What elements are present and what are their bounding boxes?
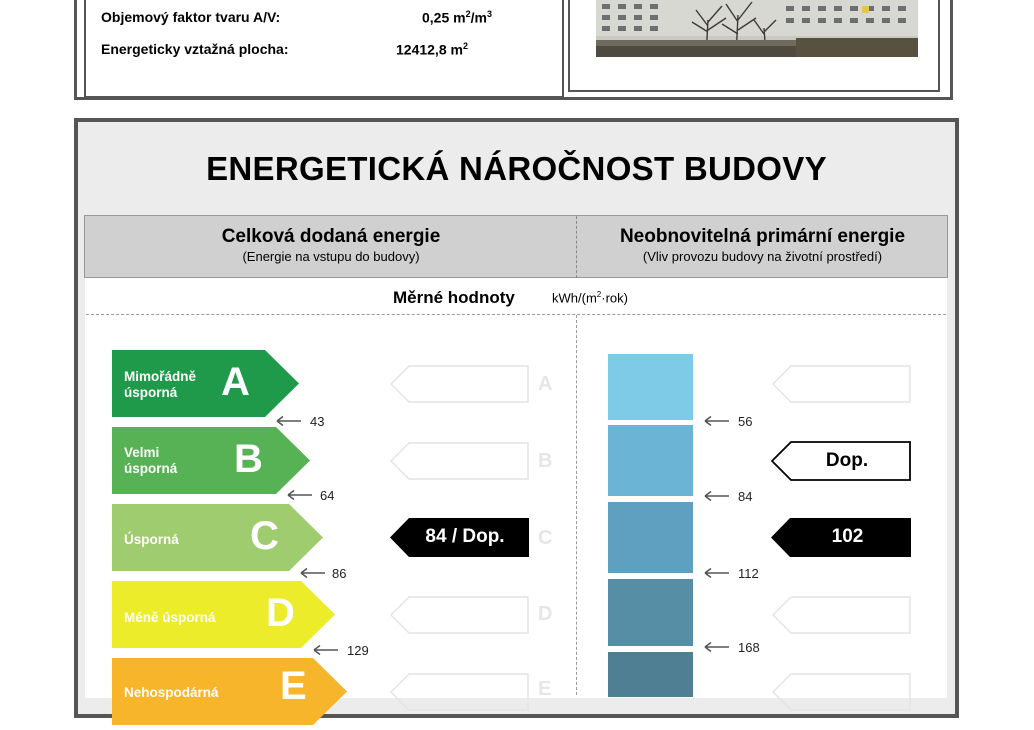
class-b-arrow [112, 427, 311, 499]
right-recommended-indicator [771, 441, 912, 486]
ghost-letter-e: E [538, 678, 552, 700]
ghost-marker-b [390, 442, 529, 480]
reference-area-label: Energeticky vztažná plocha: [101, 41, 289, 57]
left-threshold-bc: 64 [320, 488, 335, 503]
ghost-marker-a [390, 365, 529, 403]
class-b-letter: B [234, 437, 263, 481]
right-rating-value: 102 [831, 526, 864, 547]
ghost-marker-e [390, 673, 529, 711]
shape-factor-value: 0,25 $m^2/m^3$ [422, 9, 492, 26]
class-a-word2: úsporná [124, 385, 178, 400]
shape-factor-label: Objemový faktor tvaru A/V: [101, 9, 281, 25]
content-divider [576, 315, 577, 695]
right-rating-indicator [771, 518, 911, 562]
threshold-arrow [704, 415, 730, 427]
left-column-subtitle: (Energie na vstupu do budovy) [242, 249, 420, 264]
right-threshold-de: 168 [738, 640, 760, 655]
bar-a [608, 354, 693, 420]
ghost-letter-d: D [538, 603, 553, 625]
right-recommended-label: Dop. [825, 450, 869, 471]
right-column-subtitle: (Vliv provozu budovy na životní prostředí) [642, 249, 883, 264]
class-a-letter: A [221, 360, 250, 404]
class-d-arrow [112, 581, 336, 653]
reference-area-value: 12412,8 $m^2$ [396, 41, 468, 58]
right-threshold-ab: 56 [738, 414, 753, 429]
left-rating-indicator [390, 518, 529, 562]
class-c-arrow [112, 504, 324, 576]
left-threshold-cd: 86 [332, 566, 347, 581]
header-divider [576, 216, 577, 278]
left-rating-value: 84 / Dop. [425, 526, 505, 547]
specific-values-label: Měrné hodnoty [393, 288, 515, 307]
ghost-letter-c: C [538, 527, 553, 549]
left-column-title: Celková dodaná energie [221, 226, 441, 247]
bar-e [608, 652, 693, 697]
ghost-letter-a: A [538, 373, 553, 395]
threshold-arrow [704, 641, 730, 653]
threshold-arrow [287, 489, 313, 501]
page-title: ENERGETICKÁ NÁROČNOST BUDOVY [206, 150, 827, 187]
ghost-marker-a [772, 365, 911, 403]
left-threshold-de: 129 [347, 643, 369, 658]
bar-b [608, 425, 693, 496]
class-e-letter: E [280, 664, 307, 708]
class-a-word1: Mimořádně [124, 369, 197, 384]
class-b-word2: úsporná [124, 461, 178, 476]
ghost-marker-d [390, 596, 529, 634]
bar-c [608, 502, 693, 573]
class-e-arrow [112, 658, 348, 730]
class-c-letter: C [250, 514, 279, 558]
class-e-word: Nehospodárná [124, 685, 219, 700]
threshold-arrow [704, 567, 730, 579]
threshold-arrow [313, 644, 339, 656]
class-c-word: Úsporná [124, 532, 179, 547]
threshold-arrow [704, 490, 730, 502]
class-a-arrow [112, 350, 300, 422]
left-threshold-ab: 43 [310, 414, 325, 429]
ghost-marker-e [772, 673, 911, 711]
building-photo [596, 0, 918, 57]
class-d-letter: D [266, 591, 295, 635]
right-threshold-bc: 84 [738, 489, 753, 504]
threshold-arrow [300, 567, 326, 579]
right-threshold-cd: 112 [738, 566, 759, 581]
ghost-marker-d [772, 596, 911, 634]
class-b-word1: Velmi [124, 445, 160, 460]
right-column-title: Neobnovitelná primární energie [619, 226, 906, 247]
units-divider [86, 314, 946, 315]
class-d-word: Méně úsporná [124, 610, 216, 625]
bar-d [608, 579, 693, 646]
ghost-letter-b: B [538, 450, 553, 472]
threshold-arrow [276, 415, 302, 427]
units-label: kWh/$(m^2\cdot rok)$ [552, 290, 628, 306]
